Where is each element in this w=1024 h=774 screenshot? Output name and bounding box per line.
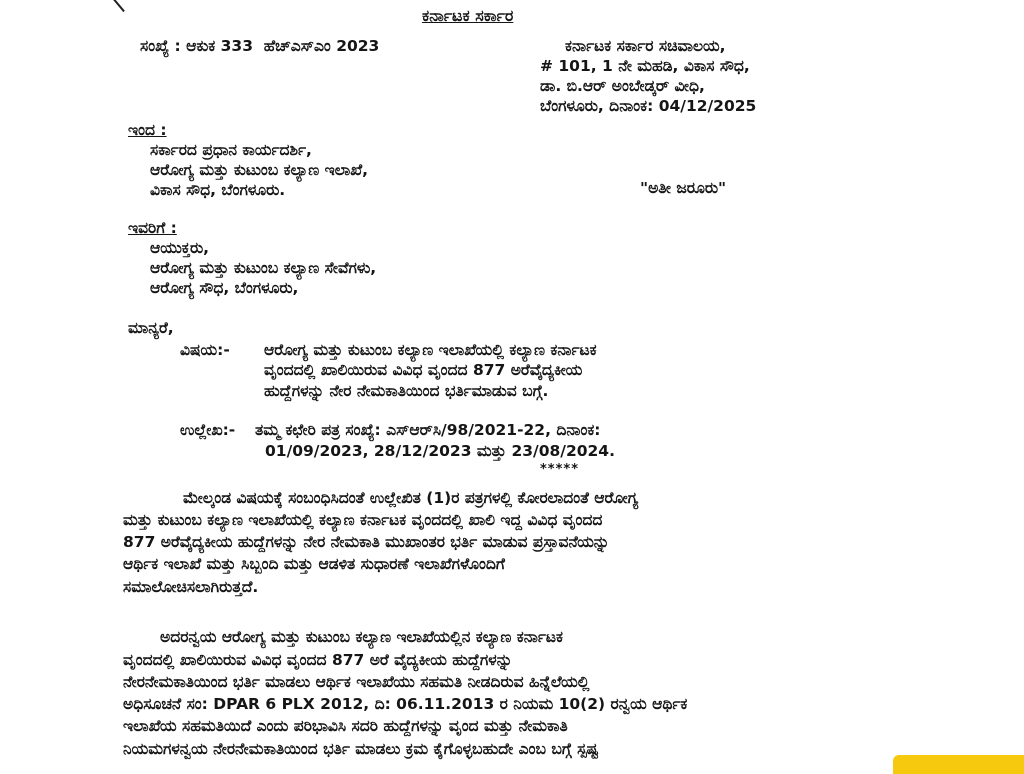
date-line: ಬೆಂಗಳೂರು, ದಿನಾಂಕ: 04/12/2025 [540,97,757,115]
reference-number: ಸಂಖ್ಯೆ : ಆಕುಕ 333 ಹೆಚ್‌ಎಸ್‌ಎಂ 2023 [140,37,380,55]
office-line: # 101, 1 ನೇ ಮಹಡಿ, ವಿಕಾಸ ಸೌಧ, [540,57,750,75]
paragraph-line: 877 ಅರೆವೈದ್ಯಕೀಯ ಹುದ್ದೆಗಳನ್ನು ನೇರ ನೇಮಕಾತಿ ಮುಖಾಂತರ ಭರ್ತಿ ಮಾಡುವ ಪ್ರಸ್ತಾವನೆಯನ್ನು [123,533,610,551]
paragraph-line: ಆರ್ಥಿಕ ಇಲಾಖೆ ಮತ್ತು ಸಿಬ್ಬಂದಿ ಮತ್ತು ಆಡಳಿತ ಸುಧಾರಣೆ ಇಲಾಖೆಗಳೊಂದಿಗೆ [123,555,505,573]
to-label: ಇವರಿಗೆ : [128,219,177,237]
paragraph-line: ಅದರನ್ವಯ ಆರೋಗ್ಯ ಮತ್ತು ಕುಟುಂಬ ಕಲ್ಯಾಣ ಇಲಾಖೆಯಲ್ಲಿನ ಕಲ್ಯಾಣ ಕರ್ನಾಟಕ [160,628,564,646]
paragraph-line: ಇಲಾಖೆಯ ಸಹಮತಿಯಿದೆ ಎಂದು ಪರಿಭಾವಿಸಿ ಸದರಿ ಹುದ್ದೆಗಳನ್ನು ವೃಂದ ಮತ್ತು ನೇಮಕಾತಿ [123,717,568,735]
corner-pen-mark [109,0,125,12]
from-line: ವಿಕಾಸ ಸೌಧ, ಬೆಂಗಳೂರು. [150,181,286,199]
reference-label: ಉಲ್ಲೇಖ:- [180,421,236,439]
salutation: ಮಾನ್ಯರೆ, [128,319,174,337]
subject-line: ಆರೋಗ್ಯ ಮತ್ತು ಕುಟುಂಬ ಕಲ್ಯಾಣ ಇಲಾಖೆಯಲ್ಲಿ ಕಲ್ಯಾಣ ಕರ್ನಾಟಕ [264,341,597,359]
from-label: ಇಂದ : [128,121,167,139]
paragraph-line: ಅಧಿಸೂಚನೆ ಸಂ: DPAR 6 PLX 2012, ದಿ: 06.11.2013 ರ ನಿಯಮ 10(2) ರನ್ವಯ ಆರ್ಥಿಕ [123,695,688,713]
paragraph-line: ನಿಯಮಗಳನ್ವಯ ನೇರನೇಮಕಾತಿಯಿಂದ ಭರ್ತಿ ಮಾಡಲು ಕ್ರಮ ಕೈಗೊಳ್ಳಬಹುದೇ ಎಂಬ ಬಗ್ಗೆ ಸ್ಪಷ್ಟ [123,740,599,758]
subject-line: ವೃಂದದಲ್ಲಿ ಖಾಲಿಯಿರುವ ವಿವಿಧ ವೃಂದದ 877 ಅರೆವೈದ್ಯಕೀಯ [264,361,583,379]
government-title: ಕರ್ನಾಟಕ ಸರ್ಕಾರ [422,6,514,25]
subject-label: ವಿಷಯ:- [180,341,230,359]
reference-line: 01/09/2023, 28/12/2023 ಮತ್ತು 23/08/2024. [265,442,615,460]
to-line: ಆಯುಕ್ತರು, [150,239,210,257]
office-line: ಡಾ. ಬಿ.ಆರ್ ಅಂಬೇಡ್ಕರ್ ವೀಧಿ, [540,77,705,95]
to-line: ಆರೋಗ್ಯ ಸೌಧ, ಬೆಂಗಳೂರು, [150,279,299,297]
urgency-label: "ಅತೀ ಜರೂರು" [640,179,727,197]
overlay-yellow-tab [893,755,1024,774]
from-line: ಸರ್ಕಾರದ ಪ್ರಧಾನ ಕಾರ್ಯದರ್ಶಿ, [150,141,312,159]
from-line: ಆರೋಗ್ಯ ಮತ್ತು ಕುಟುಂಬ ಕಲ್ಯಾಣ ಇಲಾಖೆ, [150,161,369,179]
paragraph-line: ಮೇಲ್ಕಂಡ ವಿಷಯಕ್ಕೆ ಸಂಬಂಧಿಸಿದಂತೆ ಉಲ್ಲೇಖಿತ (1)ರ ಪತ್ರಗಳಲ್ಲಿ ಕೋರಲಾದಂತೆ ಆರೋಗ್ಯ [183,489,639,507]
subject-line: ಹುದ್ದೆಗಳನ್ನು ನೇರ ನೇಮಕಾತಿಯಿಂದ ಭರ್ತಿಮಾಡುವ ಬಗ್ಗೆ. [264,382,549,400]
office-line: ಕರ್ನಾಟಕ ಸರ್ಕಾರ ಸಚಿವಾಲಯ, [565,37,726,55]
paragraph-line: ಸಮಾಲೋಚಿಸಲಾಗಿರುತ್ತದೆ. [123,578,259,596]
separator-stars: ***** [540,462,579,477]
reference-line: ತಮ್ಮ ಕಛೇರಿ ಪತ್ರ ಸಂಖ್ಯೆ: ಎಸ್‌ಆರ್‌ಸಿ/98/2021-22, ದಿನಾಂಕ: [255,421,601,439]
paragraph-line: ವೃಂದದಲ್ಲಿ ಖಾಲಿಯಿರುವ ವಿವಿಧ ವೃಂದದ 877 ಅರೆ ವೈದ್ಯಕೀಯ ಹುದ್ದೆಗಳನ್ನು [123,651,513,669]
paragraph-line: ನೇರನೇಮಕಾತಿಯಿಂದ ಭರ್ತಿ ಮಾಡಲು ಆರ್ಥಿಕ ಇಲಾಖೆಯು ಸಹಮತಿ ನೀಡದಿರುವ ಹಿನ್ನೆಲೆಯಲ್ಲಿ [123,673,590,691]
to-line: ಆರೋಗ್ಯ ಮತ್ತು ಕುಟುಂಬ ಕಲ್ಯಾಣ ಸೇವೆಗಳು, [150,259,377,277]
paragraph-line: ಮತ್ತು ಕುಟುಂಬ ಕಲ್ಯಾಣ ಇಲಾಖೆಯಲ್ಲಿ ಕಲ್ಯಾಣ ಕರ್ನಾಟಕ ವೃಂದದಲ್ಲಿ ಖಾಲಿ ಇದ್ದ ವಿವಿಧ ವೃಂದದ [123,511,603,529]
